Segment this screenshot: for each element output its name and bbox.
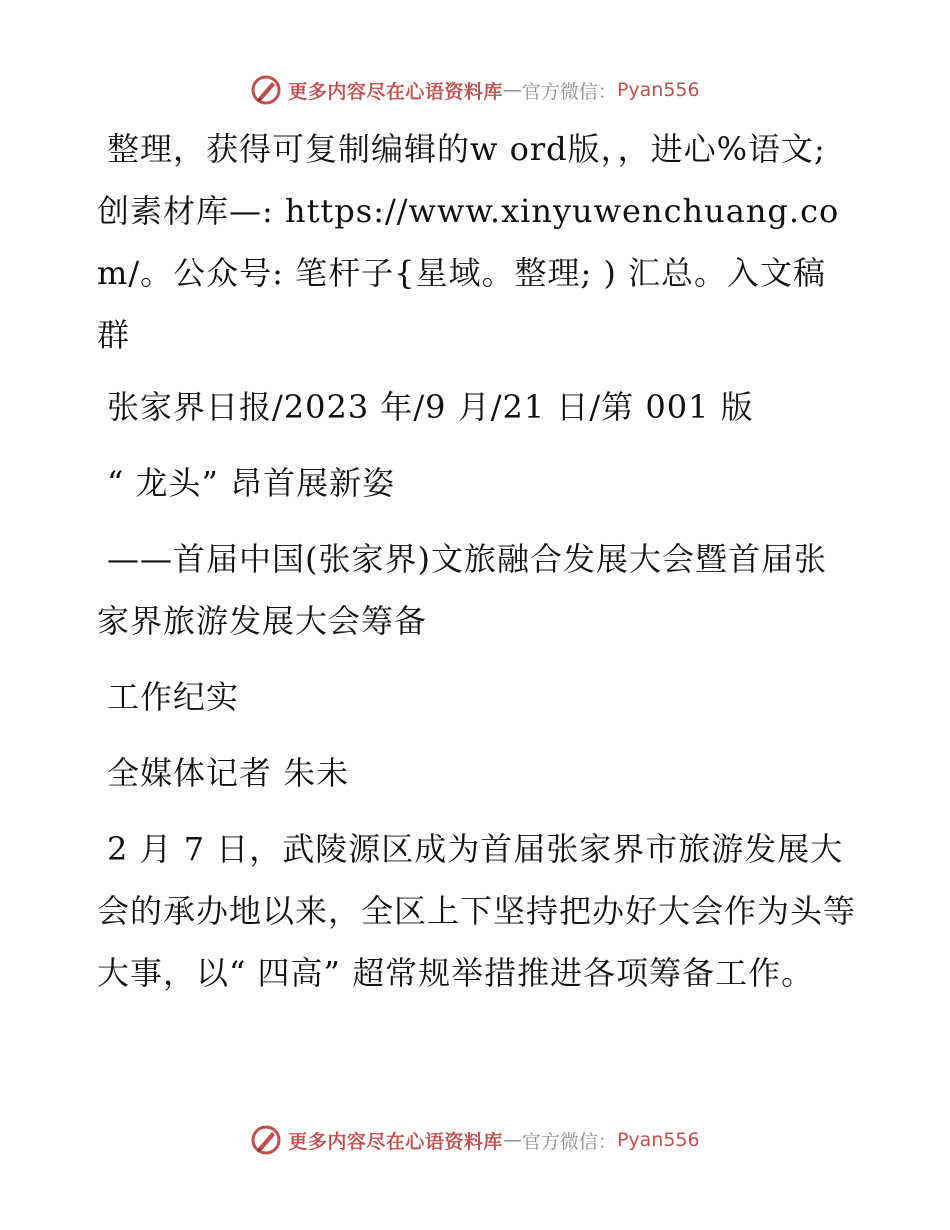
watermark-wechat-id: Pyan556 [616,79,700,101]
watermark-sub-text: 官方微信： [521,80,617,103]
watermark-sub-text: 官方微信： [521,1130,617,1153]
watermark-dash: — [502,1129,522,1151]
body-paragraph: 2 月 7 日，武陵源区成为首届张家界市旅游发展大会的承办地以来，全区上下坚持把办好大会作为头等大事，以“ 四高” 超常规举措推进各项筹备工作。 [97,830,857,992]
article-subtitle-cont: 工作纪实 [107,678,240,716]
watermark-main-text: 更多内容尽在心语资料库 [288,80,503,103]
document-body [97,118,857,1018]
footer-watermark [0,1120,950,1160]
byline: 全媒体记者 朱未 [107,754,350,792]
article-title: “ 龙头” 昂首展新姿 [107,464,396,502]
watermark-main-text: 更多内容尽在心语资料库 [288,1130,503,1153]
intro-paragraph: 整理，获得可复制编辑的w ord版，，进心%语文;创素材库—: https://www.xinyuwenchuang.com/。公众号: 笔杆子{星域。整理; ) 汇总。入文稿群 [97,130,840,354]
watermark-wechat-id: Pyan556 [616,1129,700,1151]
watermark-dash: — [502,79,522,101]
header-watermark [0,70,950,110]
article-subtitle: ——首届中国(张家界)文旅融合发展大会暨首届张家界旅游发展大会筹备 [97,540,827,640]
dateline: 张家界日报/2023 年/9 月/21 日/第 001 版 [107,388,754,426]
pen-logo-icon [250,74,282,106]
pen-logo-icon [250,1124,282,1156]
